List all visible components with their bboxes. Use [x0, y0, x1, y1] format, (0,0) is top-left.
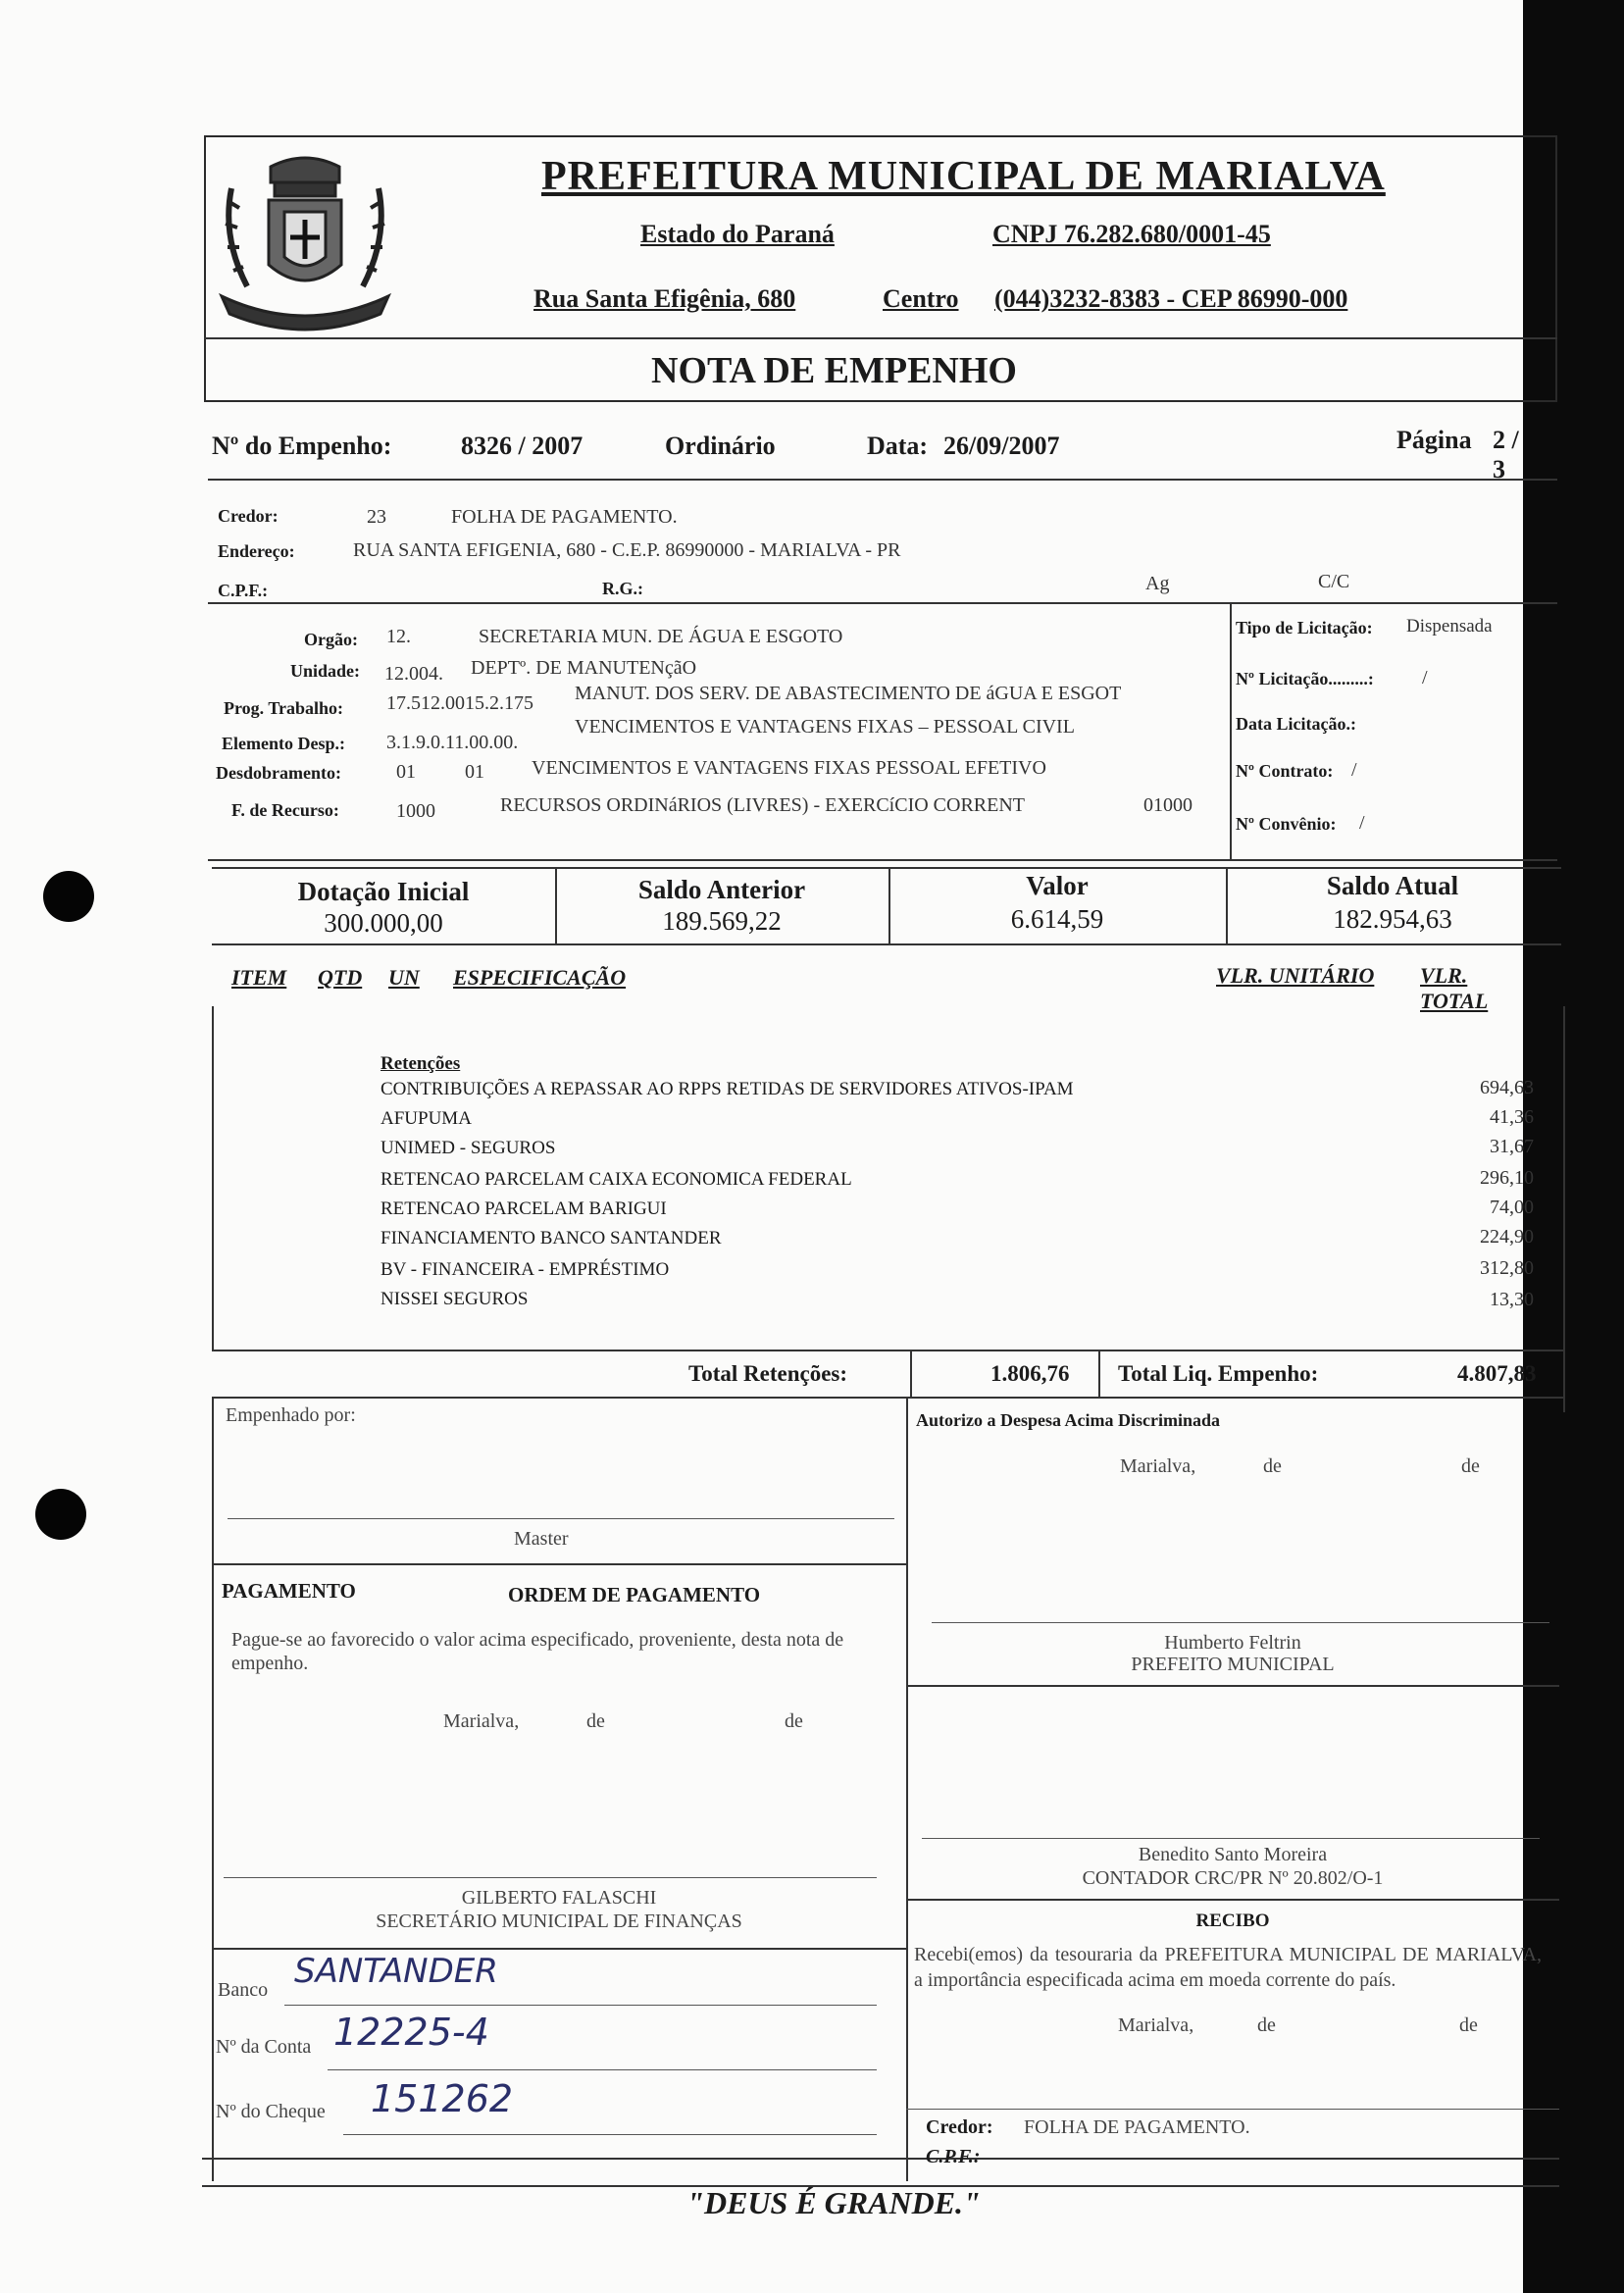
recibo-cpf-label: C.P.F.: — [926, 2146, 981, 2167]
contador-name: Benedito Santo Moreira — [1138, 1844, 1328, 1865]
banco-handwritten: SANTANDER — [294, 1952, 498, 1991]
tipo-licitacao-label: Tipo de Licitação: — [1236, 618, 1373, 637]
data-licitacao-label: Data Licitação.: — [1236, 714, 1356, 734]
desdobramento-a: 01 — [396, 761, 416, 783]
endereco-value: RUA SANTA EFIGENIA, 680 - C.E.P. 86990000 - MARIALVA - PR — [353, 539, 901, 561]
recibo-label: RECIBO — [1195, 1911, 1270, 1931]
empenho-date: 26/09/2007 — [943, 432, 1060, 460]
prog-trabalho-code: 17.512.0015.2.175 — [386, 692, 533, 714]
retencao-desc: CONTRIBUIÇÕES A REPASSAR AO RPPS RETIDAS DE SERVIDORES ATIVOS-IPAM — [381, 1079, 1074, 1099]
retencao-valor: 296,10 — [1480, 1167, 1534, 1189]
retencao-desc: RETENCAO PARCELAM CAIXA ECONOMICA FEDERAL — [381, 1169, 852, 1190]
page-number: 2 / 3 — [1493, 426, 1519, 484]
saldo-atual-label: Saldo Atual — [1326, 871, 1459, 900]
state-label: Estado do Paraná — [640, 220, 835, 248]
retencoes-heading: Retenções — [381, 1053, 461, 1074]
total-liq-value: 4.807,83 — [1457, 1361, 1537, 1386]
elemento-name: VENCIMENTOS E VANTAGENS FIXAS – PESSOAL CIVIL — [575, 716, 1075, 738]
recurso-code2: 01000 — [1143, 794, 1193, 816]
pagamento-text: Pague-se ao favorecido o valor acima especificado, proveniente, desta nota de empenho. — [231, 1629, 844, 1674]
punch-hole-bottom — [35, 1489, 86, 1540]
cheque-label: Nº do Cheque — [216, 2101, 326, 2122]
punch-hole-top — [43, 871, 94, 922]
retencao-valor: 13,30 — [1490, 1289, 1534, 1310]
total-retencoes-value: 1.806,76 — [990, 1361, 1070, 1386]
agencia-label: Ag — [1145, 573, 1170, 594]
num-licitacao-value: / — [1422, 667, 1428, 688]
banco-label: Banco — [218, 1979, 269, 2001]
elemento-code: 3.1.9.0.11.00.00. — [386, 732, 519, 753]
retencao-valor: 41,36 — [1490, 1106, 1534, 1128]
saldo-atual-value: 182.954,63 — [1333, 904, 1452, 934]
col-qtd: QTD — [318, 965, 363, 990]
convenio-label: Nº Convênio: — [1236, 814, 1337, 834]
retencao-valor: 224,90 — [1480, 1226, 1534, 1248]
secretario-role: SECRETÁRIO MUNICIPAL DE FINANÇAS — [376, 1911, 742, 1932]
empenhado-por-name: Master — [514, 1528, 569, 1550]
unidade-label: Unidade: — [290, 661, 361, 681]
bairro-label: Centro — [883, 284, 959, 313]
desdobramento-label: Desdobramento: — [216, 763, 341, 783]
dotacao-inicial-label: Dotação Inicial — [297, 877, 470, 906]
empenho-date-label: Data: — [867, 432, 929, 460]
empenho-number-label: Nº do Empenho: — [212, 432, 392, 460]
recurso-label: F. de Recurso: — [231, 800, 339, 820]
unidade-code: 12.004. — [384, 663, 443, 685]
dotacao-inicial-value: 300.000,00 — [324, 908, 443, 938]
cnpj-label: CNPJ 76.282.680/0001-45 — [992, 220, 1271, 248]
recibo-place: Marialva, — [1118, 2014, 1194, 2036]
col-vlr-total: VLR. TOTAL — [1420, 963, 1489, 1013]
prefeito-name: Humberto Feltrin — [1164, 1632, 1301, 1654]
conta-label: Nº da Conta — [216, 2036, 312, 2058]
col-item: ITEM — [231, 965, 287, 990]
contrato-value: / — [1351, 759, 1357, 781]
desdobramento-b: 01 — [465, 761, 484, 783]
coat-of-arms-icon — [212, 149, 398, 335]
cheque-handwritten: 151262 — [371, 2077, 514, 2120]
valor-value: 6.614,59 — [1010, 904, 1104, 934]
recibo-de-1: de — [1257, 2014, 1276, 2036]
pagamento-de-1: de — [586, 1710, 605, 1732]
ordem-pagamento-label: ORDEM DE PAGAMENTO — [508, 1583, 761, 1606]
endereco-label: Endereço: — [218, 541, 295, 561]
pagamento-label: PAGAMENTO — [222, 1579, 356, 1603]
empenho-type: Ordinário — [665, 432, 776, 460]
cpf-label: C.P.F.: — [218, 581, 269, 600]
recibo-de-2: de — [1459, 2014, 1478, 2036]
retencao-valor: 74,00 — [1490, 1197, 1534, 1218]
num-licitacao-label: Nº Licitação.........: — [1236, 669, 1374, 688]
unidade-name: DEPTº. DE MANUTENçãO — [471, 657, 697, 679]
rg-label: R.G.: — [602, 579, 643, 598]
retencao-valor: 694,63 — [1480, 1077, 1534, 1098]
recibo-credor-label: Credor: — [926, 2116, 993, 2138]
orgao-label: Orgão: — [304, 630, 358, 649]
empenho-number: 8326 / 2007 — [461, 432, 584, 460]
orgao-code: 12. — [386, 626, 411, 647]
municipality-title: PREFEITURA MUNICIPAL DE MARIALVA — [541, 154, 1386, 199]
total-liq-label: Total Liq. Empenho: — [1118, 1361, 1319, 1386]
pagamento-de-2: de — [785, 1710, 803, 1732]
empenhado-por-label: Empenhado por: — [226, 1404, 356, 1426]
prog-trabalho-label: Prog. Trabalho: — [224, 698, 344, 718]
contador-role: CONTADOR CRC/PR Nº 20.802/O-1 — [1082, 1867, 1384, 1889]
retencao-desc: FINANCIAMENTO BANCO SANTANDER — [381, 1228, 722, 1248]
convenio-value: / — [1359, 812, 1365, 834]
conta-handwritten: 12225-4 — [333, 2011, 489, 2054]
col-especificacao: ESPECIFICAÇÃO — [453, 965, 627, 990]
page-label: Página — [1396, 426, 1472, 454]
retencao-desc: NISSEI SEGUROS — [381, 1289, 529, 1309]
col-un: UN — [388, 965, 420, 990]
footer-motto: "DEUS É GRANDE." — [686, 2185, 981, 2220]
desdobramento-name: VENCIMENTOS E VANTAGENS FIXAS PESSOAL EFETIVO — [532, 757, 1046, 779]
autorizo-de-2: de — [1461, 1455, 1480, 1477]
credor-name: FOLHA DE PAGAMENTO. — [451, 506, 678, 528]
autorizo-place: Marialva, — [1120, 1455, 1196, 1477]
autorizo-de-1: de — [1263, 1455, 1282, 1477]
credor-label: Credor: — [218, 506, 279, 526]
retencao-desc: BV - FINANCEIRA - EMPRÉSTIMO — [381, 1259, 670, 1280]
saldo-anterior-label: Saldo Anterior — [637, 875, 806, 904]
secretario-name: GILBERTO FALASCHI — [461, 1887, 657, 1909]
pagamento-place: Marialva, — [443, 1710, 520, 1732]
prefeito-role: PREFEITO MUNICIPAL — [1131, 1654, 1335, 1675]
retencao-desc: RETENCAO PARCELAM BARIGUI — [381, 1198, 667, 1219]
valor-label: Valor — [1026, 871, 1089, 900]
recurso-name: RECURSOS ORDINáRIOS (LIVRES) - EXERCíCIO CORRENT — [500, 794, 1026, 816]
conta-corrente-label: C/C — [1318, 571, 1350, 592]
recibo-credor-value: FOLHA DE PAGAMENTO. — [1024, 2116, 1250, 2138]
document-title: NOTA DE EMPENHO — [651, 350, 1017, 391]
retencao-valor: 312,80 — [1480, 1257, 1534, 1279]
col-vlr-unitario: VLR. UNITÁRIO — [1216, 963, 1375, 988]
prog-trabalho-name: MANUT. DOS SERV. DE ABASTECIMENTO DE áGUA E ESGOT — [575, 683, 1122, 704]
tipo-licitacao-value: Dispensada — [1406, 616, 1493, 637]
autorizo-label: Autorizo a Despesa Acima Discriminada — [916, 1410, 1220, 1430]
orgao-name: SECRETARIA MUN. DE ÁGUA E ESGOTO — [479, 626, 843, 647]
saldo-anterior-value: 189.569,22 — [662, 906, 782, 936]
credor-code: 23 — [367, 506, 386, 528]
total-retencoes-label: Total Retenções: — [688, 1361, 848, 1386]
recibo-text: Recebi(emos) da tesouraria da PREFEITURA MUNICIPAL DE MARIALVA, a importância especificada acima em moeda corrente do país. — [914, 1944, 1542, 1991]
retencao-desc: AFUPUMA — [381, 1108, 472, 1129]
address-label: Rua Santa Efigênia, 680 — [533, 284, 796, 313]
retencao-valor: 31,67 — [1490, 1136, 1534, 1157]
recurso-code: 1000 — [396, 800, 435, 822]
contrato-label: Nº Contrato: — [1236, 761, 1334, 781]
retencao-desc: UNIMED - SEGUROS — [381, 1138, 556, 1158]
elemento-label: Elemento Desp.: — [222, 734, 345, 753]
phone-cep-label: (044)3232-8383 - CEP 86990-000 — [994, 284, 1348, 313]
